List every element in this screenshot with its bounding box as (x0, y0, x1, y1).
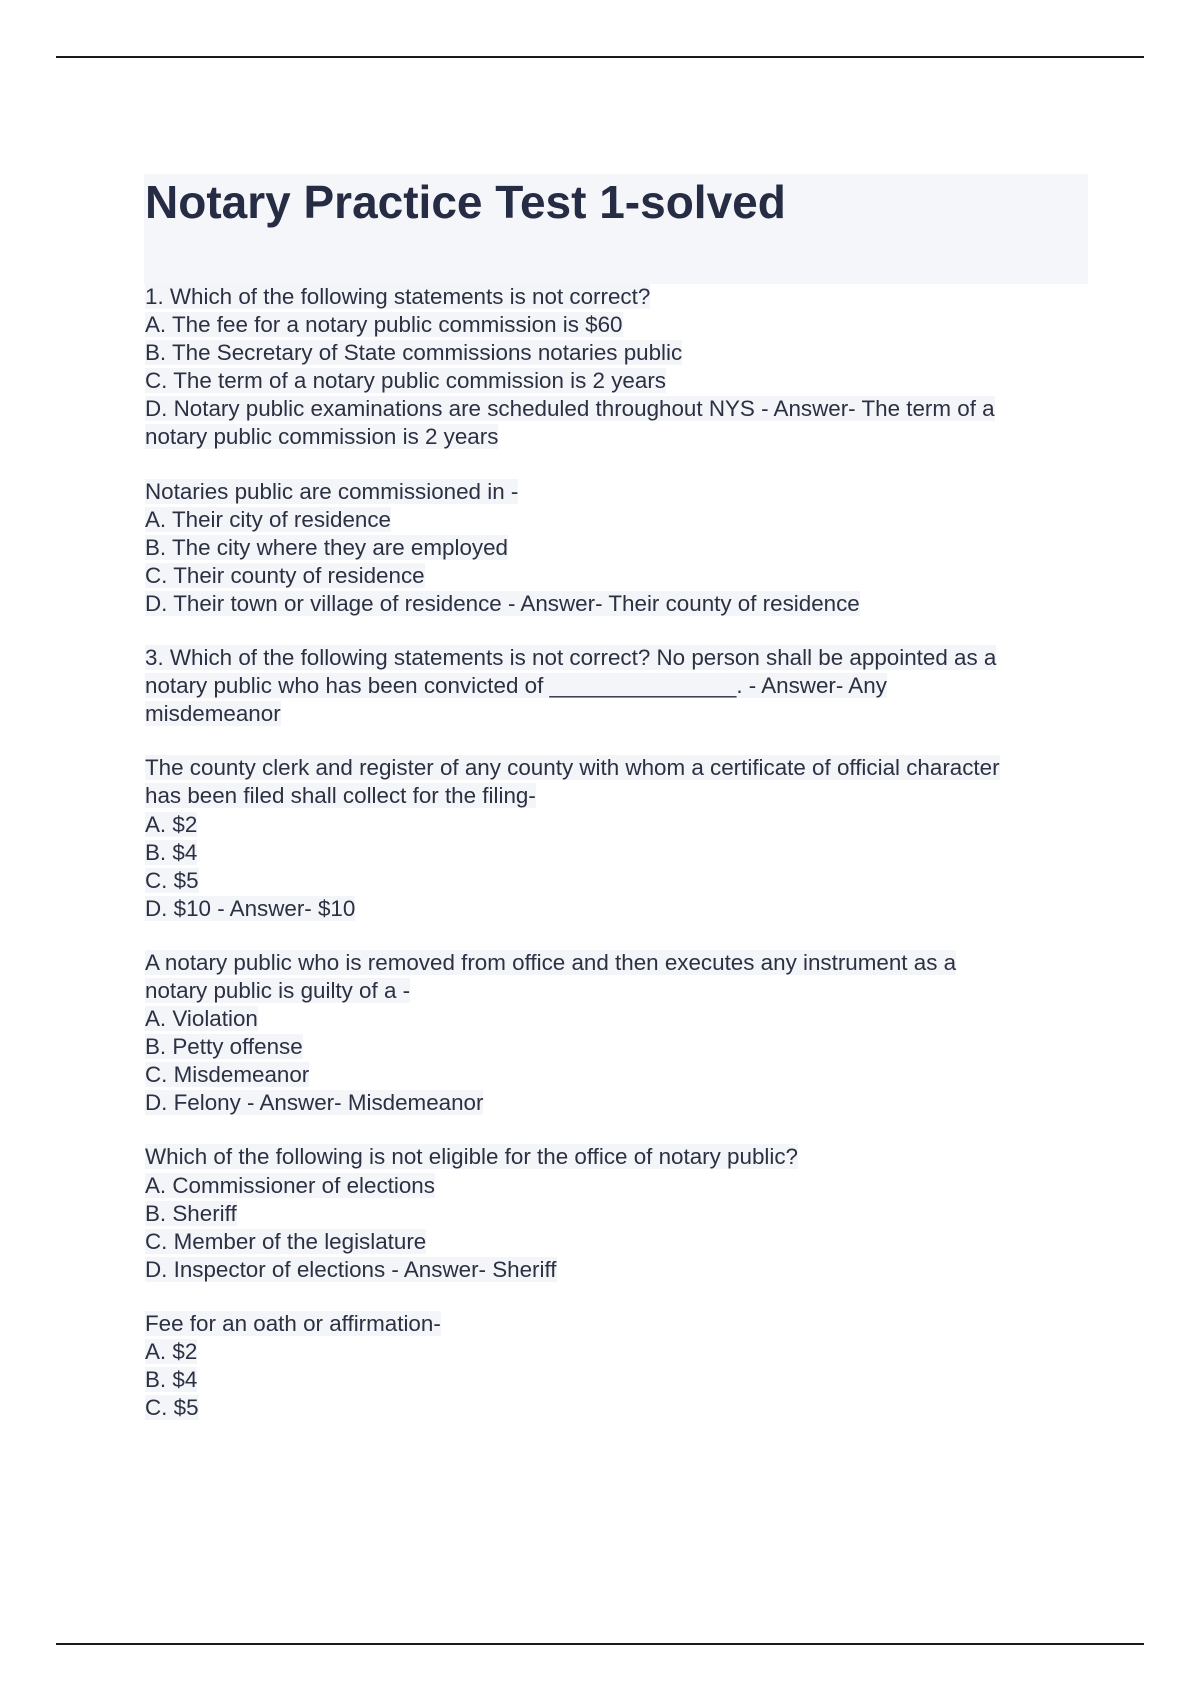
header-rule (56, 56, 1144, 58)
answer-option: B. The Secretary of State commissions notaries public (145, 340, 683, 366)
answer-option: B. $4 (145, 839, 198, 865)
answer-option: B. Sheriff (145, 1200, 237, 1226)
answer-option: A. Commissioner of elections (145, 1172, 435, 1198)
answer-option: A. Violation (145, 1006, 258, 1032)
answer-option: B. $4 (145, 1367, 198, 1393)
question-block (145, 754, 1085, 923)
question-line: notary public who has been convicted of _______________. - Answer- Any (145, 673, 887, 699)
answer-option: D. Felony - Answer- Misdemeanor (145, 1090, 484, 1116)
answer-option: D. $10 - Answer- $10 (145, 895, 356, 921)
answer-option: A. $2 (145, 1339, 198, 1364)
answer-option: D. Their town or village of residence - Answer- Their county of residence (145, 590, 860, 616)
question-line: Which of the following is not eligible for the office of notary public? (145, 1144, 799, 1170)
question-line: Fee for an oath or affirmation- (145, 1310, 441, 1336)
answer-option: C. Member of the legislature (145, 1228, 427, 1254)
question-line: The county clerk and register of any county with whom a certificate of official character (145, 755, 1000, 781)
answer-text: misdemeanor (145, 701, 281, 727)
answer-option: B. The city where they are employed (145, 534, 508, 560)
answer-option: A. Their city of residence (145, 506, 391, 532)
question-line: has been filed shall collect for the filing- (145, 783, 536, 809)
answer-option: A. The fee for a notary public commission is $60 (145, 312, 623, 338)
answer-option: B. Petty offense (145, 1034, 303, 1060)
answer-option: C. $5 (145, 1395, 199, 1421)
question-line: A notary public who is removed from office and then executes any instrument as a (145, 949, 957, 975)
question-line: notary public is guilty of a - (145, 977, 411, 1003)
answer-option: C. Their county of residence (145, 562, 425, 588)
answer-option: D. Inspector of elections - Answer- Sheriff (145, 1256, 557, 1282)
question-block (145, 1143, 1085, 1283)
answer-option: A. $2 (145, 811, 198, 837)
answer-option: C. Misdemeanor (145, 1062, 310, 1088)
question-block (145, 478, 1085, 618)
question-line: 3. Which of the following statements is not correct? No person shall be appointed as a (145, 645, 997, 671)
question-block (145, 283, 1085, 452)
question-block (145, 949, 1085, 1118)
question-line: 1. Which of the following statements is not correct? (145, 284, 651, 309)
footer-rule (56, 1643, 1144, 1645)
question-line: Notaries public are commissioned in - (145, 478, 519, 504)
answer-option: C. The term of a notary public commission is 2 years (145, 368, 666, 394)
question-block (145, 644, 1085, 728)
question-block (145, 1310, 1085, 1422)
answer-option: D. Notary public examinations are scheduled throughout NYS - Answer- The term of a (145, 396, 995, 422)
document-title: Notary Practice Test 1-solved (145, 176, 786, 228)
answer-option: C. $5 (145, 867, 199, 893)
answer-text: notary public commission is 2 years (145, 424, 499, 450)
question-list (145, 283, 1085, 1448)
